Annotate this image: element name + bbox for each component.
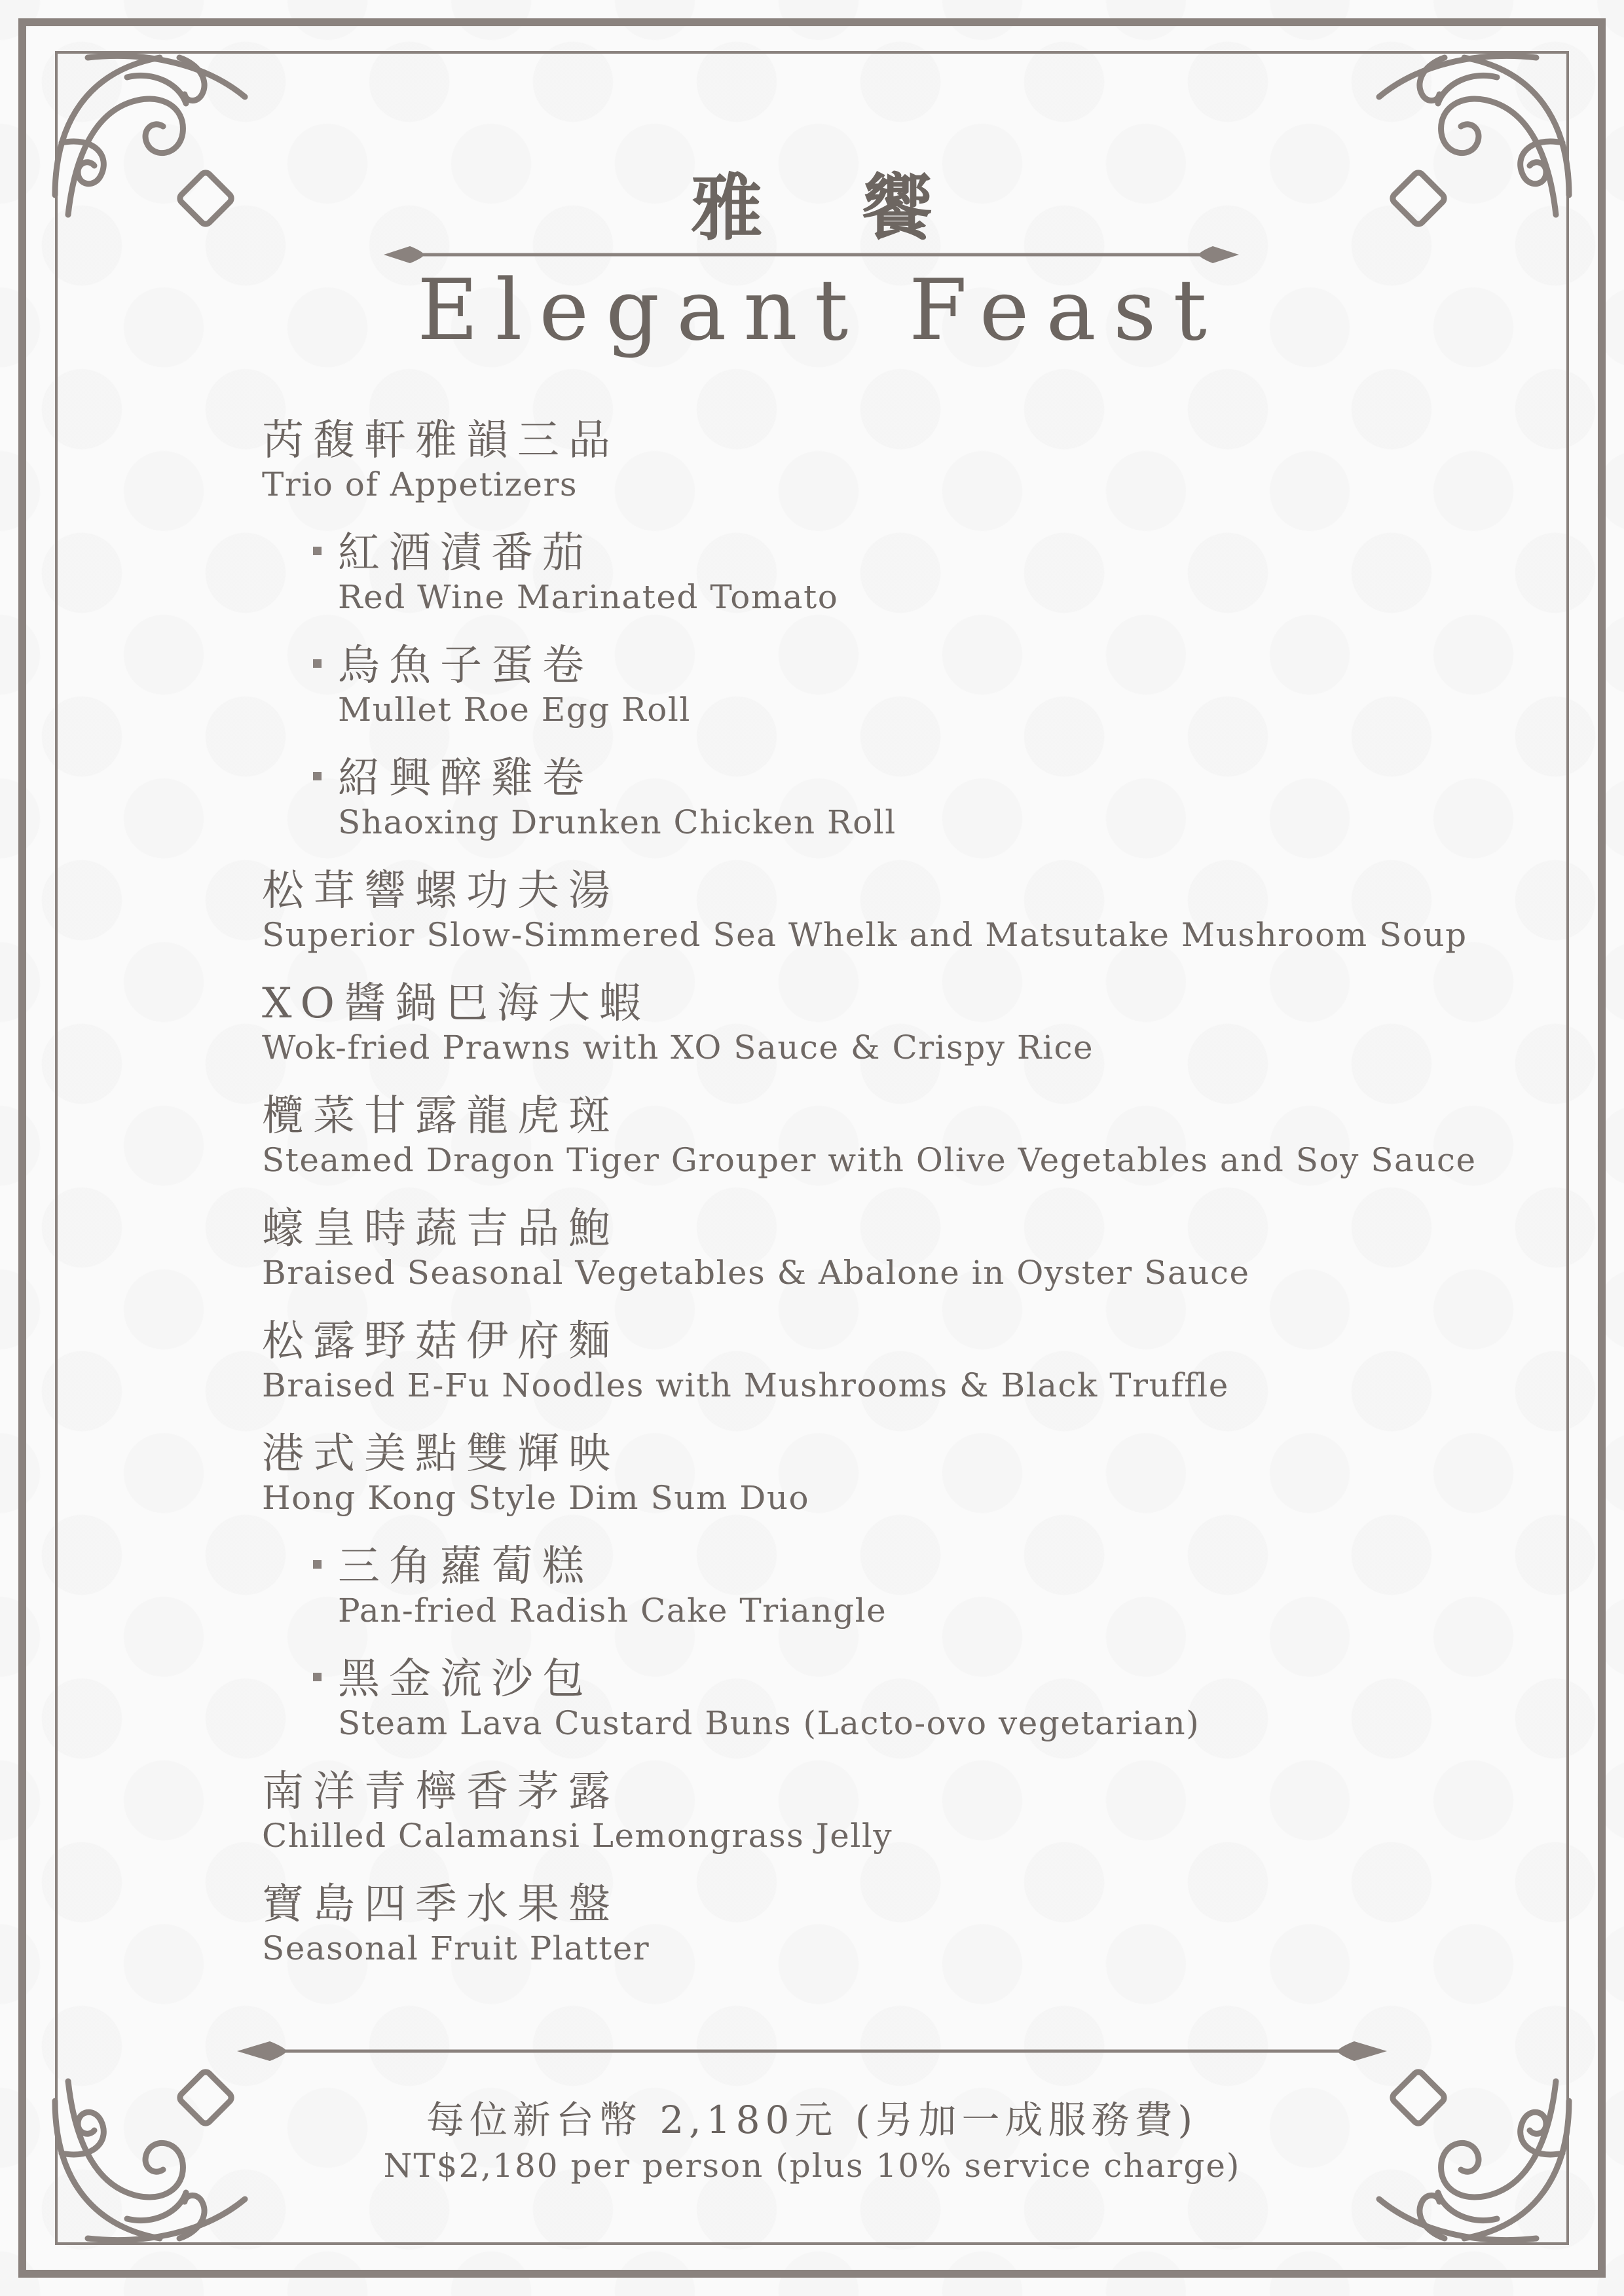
bullet-icon [313, 659, 322, 668]
course-name-en: Superior Slow-Simmered Sea Whelk and Matsutake Mushroom Soup [262, 916, 1467, 954]
menu-course [262, 1317, 1441, 1404]
menu-course [262, 1204, 1441, 1292]
title-chinese: 雅 饗 [690, 166, 970, 250]
bullet-icon [313, 547, 322, 555]
course-name-en: Wok-fried Prawns with XO Sauce & Crispy Rice [262, 1029, 1094, 1066]
course-name-en: Pan-fried Radish Cake Triangle [338, 1592, 887, 1630]
course-name-zh: 烏魚子蛋卷 [338, 642, 593, 690]
course-name-zh: 松露野菇伊府麵 [262, 1317, 619, 1366]
course-name-en: Chilled Calamansi Lemongrass Jelly [262, 1817, 893, 1855]
menu-course [262, 1767, 1441, 1855]
course-name-en: Braised E-Fu Noodles with Mushrooms & Black Truffle [262, 1366, 1229, 1404]
course-name-zh: 南洋青檸香茅露 [262, 1768, 619, 1816]
course-name-zh: 港式美點雙輝映 [262, 1430, 619, 1478]
course-name-en: Trio of Appetizers [262, 465, 578, 503]
menu-course [262, 979, 1441, 1066]
course-name-zh: XO醬鍋巴海大蝦 [262, 979, 650, 1028]
bullet-icon [313, 772, 322, 780]
course-name-en: Seasonal Fruit Platter [262, 1929, 650, 1967]
title-english: Elegant Feast [417, 262, 1224, 359]
menu-list [262, 416, 1477, 1992]
course-name-en: Mullet Roe Egg Roll [338, 691, 691, 729]
bullet-icon [313, 1673, 322, 1681]
menu-sub-item [262, 641, 1441, 729]
course-name-zh: 寶島四季水果盤 [262, 1880, 619, 1929]
course-name-en: Shaoxing Drunken Chicken Roll [338, 803, 896, 841]
course-name-zh: 欖菜甘露龍虎斑 [262, 1092, 619, 1140]
price-divider [237, 2033, 1387, 2069]
course-name-en: Braised Seasonal Vegetables & Abalone in Oyster Sauce [262, 1254, 1250, 1292]
course-name-zh: 三角蘿蔔糕 [338, 1542, 593, 1591]
course-name-en: Hong Kong Style Dim Sum Duo [262, 1479, 810, 1517]
course-name-en: Steam Lava Custard Buns (Lacto-ovo vegetarian) [338, 1704, 1200, 1742]
menu-course [262, 416, 1441, 503]
course-name-zh: 芮馥軒雅韻三品 [262, 416, 619, 465]
course-name-zh: 紹興醉雞卷 [338, 754, 593, 803]
price-zh: 每位新台幣 2,180元 (另加一成服務費) [426, 2098, 1198, 2142]
arrow-divider-icon [237, 2033, 1387, 2069]
price-info [0, 2095, 1624, 2187]
price-en: NT$2,180 per person (plus 10% service charge) [383, 2147, 1241, 2185]
course-name-zh: 松茸響螺功夫湯 [262, 867, 619, 915]
course-name-zh: 紅酒漬番茄 [338, 529, 593, 577]
menu-course [262, 1429, 1441, 1517]
course-name-en: Steamed Dragon Tiger Grouper with Olive Vegetables and Soy Sauce [262, 1141, 1477, 1179]
course-name-zh: 蠔皇時蔬吉品鮑 [262, 1205, 619, 1253]
menu-sub-item [262, 1542, 1441, 1630]
menu-course [262, 1880, 1441, 1967]
menu-course [262, 866, 1467, 954]
menu-sub-item [262, 528, 1441, 616]
menu-course [262, 1091, 1477, 1179]
menu-sub-item [262, 1654, 1441, 1742]
menu-sub-item [262, 754, 1441, 841]
course-name-en: Red Wine Marinated Tomato [338, 578, 839, 616]
bullet-icon [313, 1560, 322, 1569]
course-name-zh: 黑金流沙包 [338, 1655, 593, 1704]
